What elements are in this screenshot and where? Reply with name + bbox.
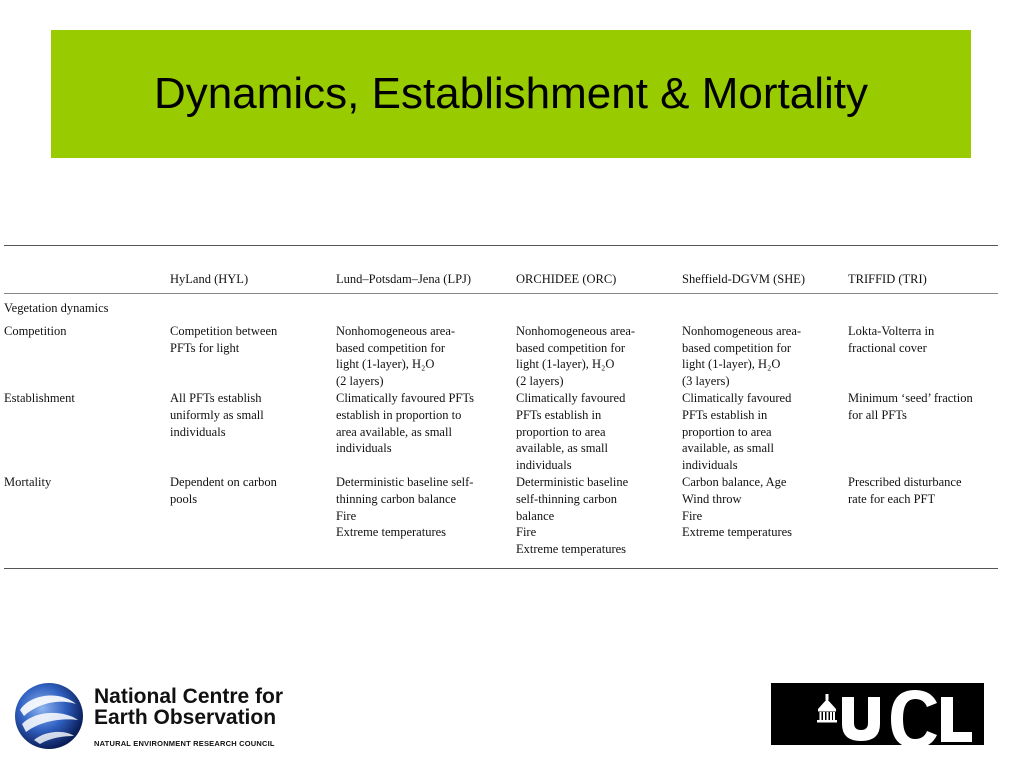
table-cell	[848, 474, 998, 568]
cell-line: Competition between	[170, 323, 278, 338]
cell-line: Minimum ‘seed’ fraction	[848, 390, 973, 405]
table-row	[4, 390, 998, 474]
portico-icon	[817, 694, 837, 723]
cell-line: (2 layers)	[336, 374, 384, 389]
table-cell	[682, 317, 848, 390]
cell-line: Carbon balance, Age	[682, 474, 787, 489]
cell-line: based competition for	[516, 340, 625, 355]
ncen-subtitle: NATURAL ENVIRONMENT RESEARCH COUNCIL	[94, 739, 275, 748]
cell-line: self-thinning carbon	[516, 491, 618, 506]
cell-line: Dependent on carbon	[170, 474, 277, 489]
cell-line: for all PFTs	[848, 407, 907, 422]
table-cell	[682, 390, 848, 474]
cell-line: available, as small	[516, 441, 608, 456]
header-tri: TRIFFID (TRI)	[848, 272, 927, 286]
cell-line: Deterministic baseline	[516, 474, 629, 489]
cell-line: individuals	[516, 458, 572, 473]
comparison-table-wrap	[4, 245, 998, 569]
cell-line: Nonhomogeneous area-	[516, 323, 636, 338]
table-cell	[682, 474, 848, 568]
row-label: Competition	[4, 323, 67, 338]
table-cell	[170, 390, 336, 474]
cell-line: light (1-layer), H₂O	[516, 357, 615, 372]
cell-line: Extreme temperatures	[516, 542, 627, 557]
cell-line: Wind throw	[682, 491, 742, 506]
cell-line: available, as small	[682, 441, 774, 456]
cell-line: Extreme temperatures	[336, 525, 447, 540]
header-she: Sheffield-DGVM (SHE)	[682, 272, 806, 286]
cell-line: Climatically favoured PFTs	[336, 390, 474, 405]
cell-line: area available, as small	[336, 424, 452, 439]
cell-line: Nonhomogeneous area-	[336, 323, 456, 338]
slide-title: Dynamics, Establishment & Mortality	[154, 69, 868, 118]
cell-line: Lokta-Volterra in	[848, 323, 935, 338]
group-label: Vegetation dynamics	[4, 301, 109, 315]
cell-line: rate for each PFT	[848, 491, 936, 506]
table-cell	[516, 390, 682, 474]
cell-line: individuals	[170, 424, 226, 439]
header-hyl: HyLand (HYL)	[170, 272, 249, 286]
header-empty	[4, 246, 170, 294]
cell-line: PFTs establish in	[516, 407, 602, 422]
cell-line: PFTs establish in	[682, 407, 768, 422]
comparison-table	[4, 245, 998, 569]
table-cell	[516, 317, 682, 390]
cell-line: based competition for	[336, 340, 445, 355]
ucl-logo-graphic	[771, 683, 984, 745]
cell-line: based competition for	[682, 340, 791, 355]
cell-line: (3 layers)	[682, 374, 730, 389]
row-label: Establishment	[4, 390, 75, 405]
cell-line: Fire	[516, 525, 537, 540]
cell-line: uniformly as small	[170, 407, 264, 422]
ncen-line1: National Centre for	[94, 685, 284, 708]
header-lpj: Lund–Potsdam–Jena (LPJ)	[336, 272, 472, 286]
cell-line: establish in proportion to	[336, 407, 462, 422]
cell-line: individuals	[682, 458, 738, 473]
table-row	[4, 317, 998, 390]
group-row	[4, 294, 998, 317]
table-row	[4, 474, 998, 568]
header-orc: ORCHIDEE (ORC)	[516, 272, 617, 286]
cell-line: Fire	[336, 508, 357, 523]
cell-line: proportion to area	[682, 424, 772, 439]
row-label: Mortality	[4, 474, 52, 489]
table-cell	[336, 390, 516, 474]
ncen-globe-icon	[12, 680, 86, 752]
cell-line: PFTs for light	[170, 340, 240, 355]
table-cell	[336, 474, 516, 568]
cell-line: Climatically favoured	[682, 390, 792, 405]
table-cell	[516, 474, 682, 568]
cell-line: Extreme temperatures	[682, 525, 793, 540]
table-cell	[336, 317, 516, 390]
cell-line: individuals	[336, 441, 392, 456]
cell-line: Deterministic baseline self-	[336, 474, 474, 489]
table-cell	[848, 390, 998, 474]
cell-line: light (1-layer), H₂O	[336, 357, 435, 372]
table-cell	[170, 474, 336, 568]
ucl-wordmark	[842, 690, 972, 745]
cell-line: (2 layers)	[516, 374, 564, 389]
cell-line: Nonhomogeneous area-	[682, 323, 802, 338]
cell-line: Prescribed disturbance	[848, 474, 962, 489]
title-band	[51, 30, 971, 158]
ncen-line2: Earth Observation	[94, 706, 277, 729]
cell-line: Climatically favoured	[516, 390, 626, 405]
cell-line: pools	[170, 491, 198, 506]
table-cell	[170, 317, 336, 390]
cell-line: Fire	[682, 508, 703, 523]
ncen-logo	[12, 680, 332, 752]
cell-line: fractional cover	[848, 340, 927, 355]
cell-line: light (1-layer), H₂O	[682, 357, 781, 372]
cell-line: proportion to area	[516, 424, 606, 439]
cell-line: balance	[516, 508, 555, 523]
table-cell	[848, 317, 998, 390]
cell-line: thinning carbon balance	[336, 491, 457, 506]
table-header-row	[4, 246, 998, 294]
ncen-name	[94, 686, 283, 728]
ucl-logo	[771, 683, 984, 745]
cell-line: All PFTs establish	[170, 390, 262, 405]
